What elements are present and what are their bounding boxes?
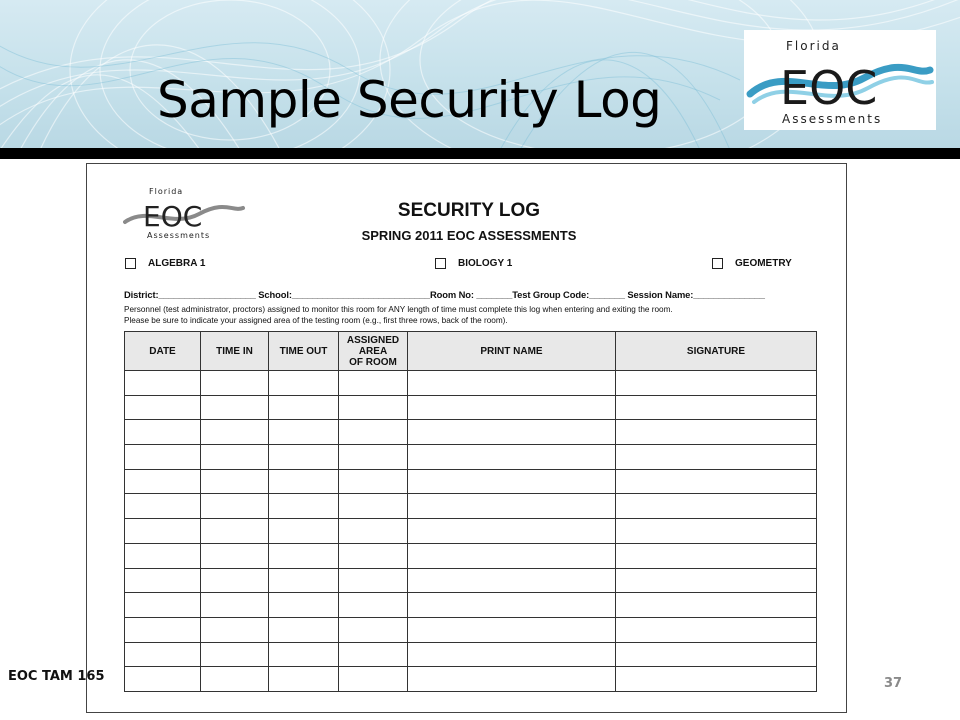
cell-time-out[interactable] — [269, 395, 339, 420]
cell-time-in[interactable] — [201, 593, 269, 618]
checkbox-label: GEOMETRY — [735, 258, 792, 269]
header-line: OF ROOM — [349, 356, 397, 368]
cell-time-in[interactable] — [201, 667, 269, 692]
cell-print-name[interactable] — [408, 667, 616, 692]
checkbox-algebra-1[interactable] — [125, 258, 205, 269]
doc-logo-top-text: Florida — [149, 187, 184, 196]
cell-time-out[interactable] — [269, 494, 339, 519]
cell-time-out[interactable] — [269, 593, 339, 618]
document-title: SECURITY LOG — [397, 200, 541, 221]
cell-time-in[interactable] — [201, 568, 269, 593]
security-log-document — [86, 163, 847, 713]
cell-signature[interactable] — [616, 593, 817, 618]
cell-time-in[interactable] — [201, 445, 269, 470]
cell-print-name[interactable] — [408, 395, 616, 420]
table-row — [125, 543, 817, 568]
cell-time-in[interactable] — [201, 371, 269, 396]
form-fields-line: District:___________________ School:___________________________Room No: _______Test Group Code:_______ Session Name:______________ — [124, 289, 765, 300]
cell-assigned-area[interactable] — [339, 420, 408, 445]
header-divider-bar — [0, 148, 960, 159]
cell-time-in[interactable] — [201, 395, 269, 420]
cell-date[interactable] — [125, 667, 201, 692]
cell-signature[interactable] — [616, 395, 817, 420]
cell-date[interactable] — [125, 568, 201, 593]
table-row — [125, 371, 817, 396]
cell-assigned-area[interactable] — [339, 617, 408, 642]
cell-time-out[interactable] — [269, 519, 339, 544]
cell-assigned-area[interactable] — [339, 395, 408, 420]
cell-time-out[interactable] — [269, 469, 339, 494]
cell-print-name[interactable] — [408, 617, 616, 642]
checkbox-box[interactable] — [712, 258, 723, 269]
doc-logo-main-text: EOC — [143, 200, 203, 233]
florida-eoc-logo-graphic — [744, 30, 936, 130]
cell-date[interactable] — [125, 642, 201, 667]
cell-print-name[interactable] — [408, 371, 616, 396]
table-row — [125, 593, 817, 618]
table-header-row — [125, 332, 817, 371]
cell-print-name[interactable] — [408, 494, 616, 519]
cell-time-in[interactable] — [201, 519, 269, 544]
cell-time-out[interactable] — [269, 667, 339, 692]
cell-assigned-area[interactable] — [339, 667, 408, 692]
cell-assigned-area[interactable] — [339, 519, 408, 544]
cell-signature[interactable] — [616, 494, 817, 519]
cell-assigned-area[interactable] — [339, 469, 408, 494]
page-number: 37 — [884, 676, 903, 691]
cell-signature[interactable] — [616, 420, 817, 445]
table-row — [125, 469, 817, 494]
cell-date[interactable] — [125, 543, 201, 568]
cell-signature[interactable] — [616, 371, 817, 396]
cell-time-in[interactable] — [201, 494, 269, 519]
cell-assigned-area[interactable] — [339, 371, 408, 396]
checkbox-box[interactable] — [435, 258, 446, 269]
cell-time-out[interactable] — [269, 543, 339, 568]
cell-signature[interactable] — [616, 568, 817, 593]
column-header-time-out: TIME OUT — [269, 332, 339, 371]
slide-header-banner — [0, 0, 960, 150]
checkbox-label: BIOLOGY 1 — [458, 258, 513, 269]
header-line: ASSIGNED — [346, 334, 400, 346]
table-row — [125, 420, 817, 445]
footer-label: EOC TAM 165 — [8, 669, 105, 684]
table-body — [125, 371, 817, 692]
column-header-assigned-area — [339, 332, 408, 371]
cell-print-name[interactable] — [408, 642, 616, 667]
cell-time-in[interactable] — [201, 420, 269, 445]
table-row — [125, 519, 817, 544]
cell-date[interactable] — [125, 395, 201, 420]
cell-print-name[interactable] — [408, 593, 616, 618]
cell-date[interactable] — [125, 445, 201, 470]
cell-time-out[interactable] — [269, 445, 339, 470]
cell-print-name[interactable] — [408, 469, 616, 494]
cell-signature[interactable] — [616, 519, 817, 544]
cell-assigned-area[interactable] — [339, 543, 408, 568]
cell-date[interactable] — [125, 593, 201, 618]
cell-print-name[interactable] — [408, 420, 616, 445]
cell-time-out[interactable] — [269, 371, 339, 396]
cell-assigned-area[interactable] — [339, 593, 408, 618]
cell-signature[interactable] — [616, 667, 817, 692]
cell-print-name[interactable] — [408, 519, 616, 544]
table-row — [125, 667, 817, 692]
cell-date[interactable] — [125, 617, 201, 642]
document-eoc-logo — [123, 184, 247, 240]
cell-date[interactable] — [125, 494, 201, 519]
cell-time-in[interactable] — [201, 543, 269, 568]
instructions-line-1: Personnel (test administrator, proctors) assigned to monitor this room for ANY length of time must complete this log when entering and exiting the room. — [124, 305, 673, 314]
cell-print-name[interactable] — [408, 543, 616, 568]
cell-date[interactable] — [125, 519, 201, 544]
cell-time-in[interactable] — [201, 642, 269, 667]
logo-bottom-text: Assessments — [782, 112, 883, 126]
cell-assigned-area[interactable] — [339, 642, 408, 667]
cell-signature[interactable] — [616, 469, 817, 494]
table-row — [125, 568, 817, 593]
document-subtitle: SPRING 2011 EOC ASSESSMENTS — [361, 228, 577, 243]
cell-time-out[interactable] — [269, 420, 339, 445]
checkbox-biology-1[interactable] — [435, 258, 512, 269]
cell-signature[interactable] — [616, 642, 817, 667]
florida-eoc-logo — [744, 30, 936, 130]
column-header-signature: SIGNATURE — [616, 332, 817, 371]
instructions-line-2: Please be sure to indicate your assigned area of the testing room (e.g., first three rows, back of the room). — [124, 316, 508, 325]
column-header-print-name: PRINT NAME — [408, 332, 616, 371]
cell-print-name[interactable] — [408, 568, 616, 593]
cell-time-out[interactable] — [269, 642, 339, 667]
cell-assigned-area[interactable] — [339, 568, 408, 593]
cell-signature[interactable] — [616, 617, 817, 642]
table-row — [125, 445, 817, 470]
header-line: AREA — [358, 345, 388, 357]
table-row — [125, 617, 817, 642]
table-row — [125, 395, 817, 420]
logo-top-text: Florida — [786, 39, 841, 53]
security-log-table — [124, 331, 817, 692]
cell-assigned-area[interactable] — [339, 445, 408, 470]
logo-main-text: EOC — [780, 61, 878, 115]
cell-assigned-area[interactable] — [339, 494, 408, 519]
checkbox-box[interactable] — [125, 258, 136, 269]
cell-date[interactable] — [125, 469, 201, 494]
doc-logo-bottom-text: Assessments — [147, 231, 211, 240]
cell-date[interactable] — [125, 420, 201, 445]
cell-time-in[interactable] — [201, 469, 269, 494]
cell-date[interactable] — [125, 371, 201, 396]
cell-time-out[interactable] — [269, 568, 339, 593]
cell-signature[interactable] — [616, 543, 817, 568]
column-header-date: DATE — [125, 332, 201, 371]
cell-time-out[interactable] — [269, 617, 339, 642]
checkbox-label: ALGEBRA 1 — [148, 258, 206, 269]
cell-time-in[interactable] — [201, 617, 269, 642]
cell-signature[interactable] — [616, 445, 817, 470]
slide-title: Sample Security Log — [157, 71, 662, 129]
cell-print-name[interactable] — [408, 445, 616, 470]
column-header-time-in: TIME IN — [201, 332, 269, 371]
table-row — [125, 642, 817, 667]
checkbox-geometry[interactable] — [712, 258, 792, 269]
table-row — [125, 494, 817, 519]
